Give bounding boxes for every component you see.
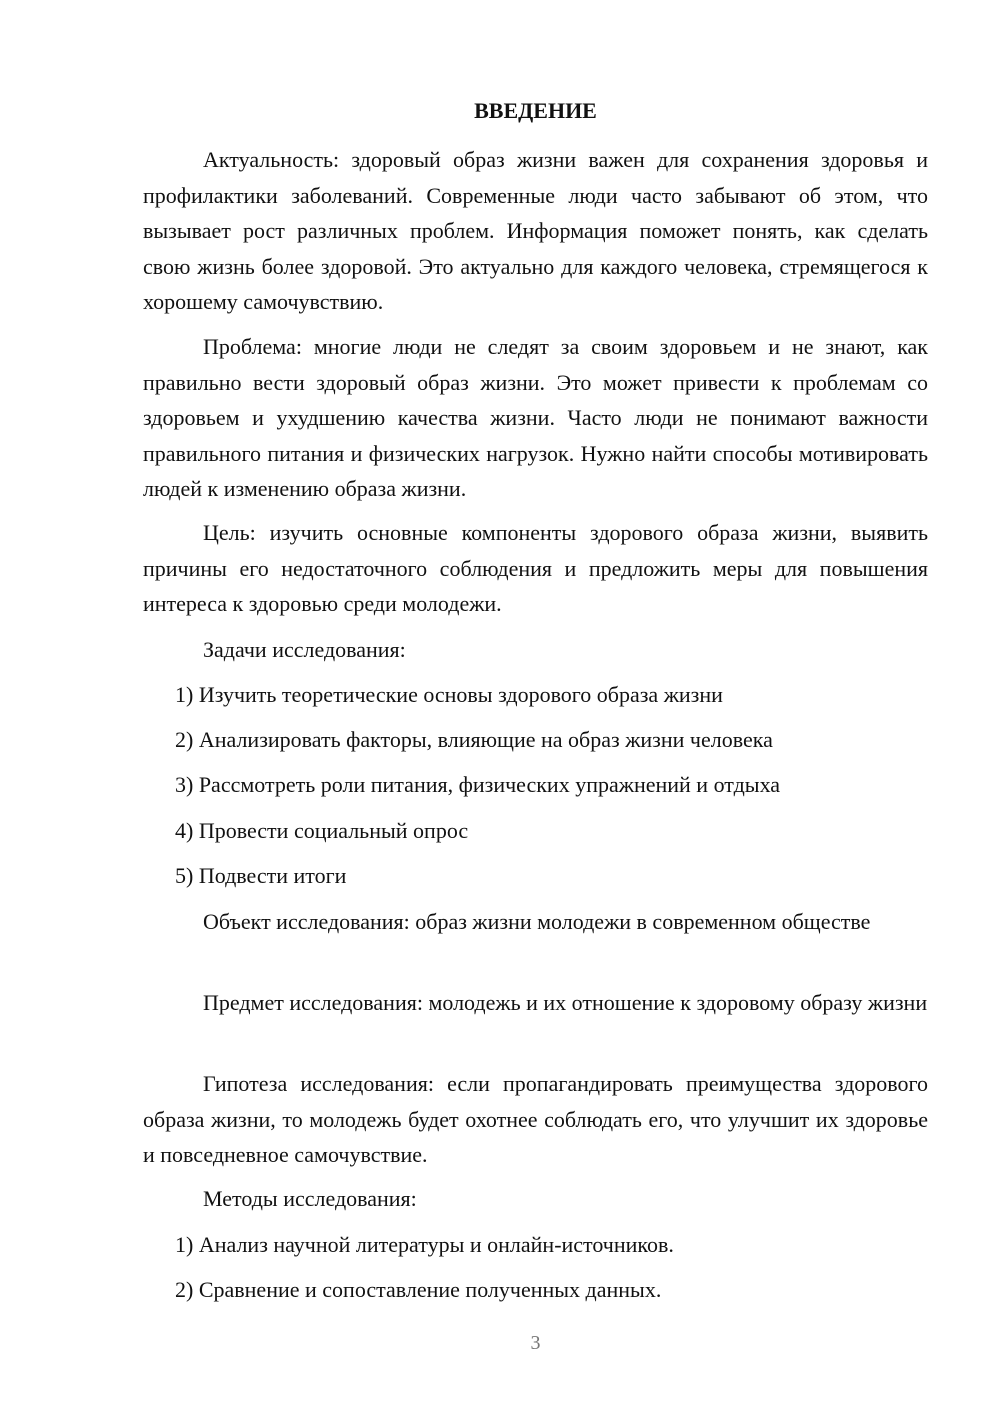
task-item-2: 2) Анализировать факторы, влияющие на образ жизни человека	[175, 727, 773, 752]
document-page	[143, 0, 928, 1414]
object-paragraph: Объект исследования: образ жизни молодежи в современном обществе	[203, 909, 871, 934]
method-item-1: 1) Анализ научной литературы и онлайн-источников.	[175, 1232, 674, 1257]
task-item-1: 1) Изучить теоретические основы здорового образа жизни	[175, 682, 723, 707]
page-number: 3	[530, 1332, 541, 1354]
tasks-heading: Задачи исследования:	[203, 637, 406, 662]
subject-paragraph: Предмет исследования: молодежь и их отношение к здоровому образу жизни	[203, 990, 928, 1015]
problem-paragraph: Проблема: многие люди не следят за своим здоровьем и не знают, как правильно вести здоровый образ жизни. Это может привести к проблемам со здоровьем и ухудшению качества жизни. Часто люди не понимают важности правильного питания и физических нагрузок. Нужно найти способы мотивировать людей к изменению образа жизни.	[143, 334, 928, 501]
task-item-5: 5) Подвести итоги	[175, 863, 347, 888]
page-title: ВВЕДЕНИЕ	[474, 98, 597, 123]
relevance-paragraph: Актуальность: здоровый образ жизни важен для сохранения здоровья и профилактики заболеваний. Современные люди часто забывают об этом, что вызывает рост различных проблем. Информация поможет понять, как сделать свою жизнь более здоровой. Это актуально для каждого человека, стремящегося к хорошему самочувствию.	[143, 147, 928, 314]
methods-heading: Методы исследования:	[203, 1186, 417, 1211]
hypothesis-paragraph: Гипотеза исследования: если пропагандировать преимущества здорового образа жизни, то молодежь будет охотнее соблюдать его, что улучшит их здоровье и повседневное самочувствие.	[143, 1071, 928, 1167]
task-item-4: 4) Провести социальный опрос	[175, 818, 469, 843]
goal-paragraph: Цель: изучить основные компоненты здорового образа жизни, выявить причины его недостаточного соблюдения и предложить меры для повышения интереса к здоровью среди молодежи.	[143, 520, 928, 616]
method-item-2: 2) Сравнение и сопоставление полученных данных.	[175, 1277, 662, 1302]
task-item-3: 3) Рассмотреть роли питания, физических упражнений и отдыха	[175, 772, 781, 797]
